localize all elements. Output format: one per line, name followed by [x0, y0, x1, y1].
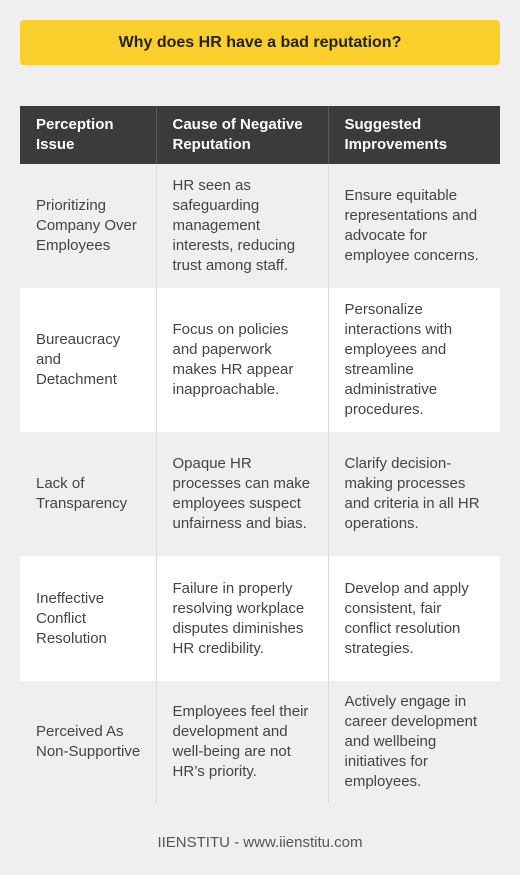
reputation-table	[20, 106, 500, 803]
improvement-cell: Ensure equitable representations and advocate for employee concerns.	[328, 164, 500, 288]
issue-cell: Lack of Transparency	[20, 432, 156, 556]
cause-cell: HR seen as safeguarding management interests, reducing trust among staff.	[156, 164, 328, 288]
issue-cell: Perceived As Non-Supportive	[20, 681, 156, 803]
cause-cell: Focus on policies and paperwork makes HR appear inapproachable.	[156, 288, 328, 432]
footer-credit: IIENSTITU - www.iienstitu.com	[157, 834, 363, 851]
header-improvements: Suggested Improvements	[328, 106, 500, 164]
cause-cell: Failure in properly resolving workplace disputes diminishes HR credibility.	[156, 556, 328, 681]
table-row	[20, 556, 500, 681]
improvement-cell: Clarify decision-making processes and criteria in all HR operations.	[328, 432, 500, 556]
issue-cell: Prioritizing Company Over Employees	[20, 164, 156, 288]
table-row	[20, 681, 500, 803]
improvement-cell: Actively engage in career development and wellbeing initiatives for employees.	[328, 681, 500, 803]
table-row	[20, 288, 500, 432]
table-row	[20, 432, 500, 556]
header-cause: Cause of Negative Reputation	[156, 106, 328, 164]
table-header-row	[20, 106, 500, 164]
page-title: Why does HR have a bad reputation?	[20, 20, 500, 65]
improvement-cell: Personalize interactions with employees and streamline administrative procedures.	[328, 288, 500, 432]
table-row	[20, 164, 500, 288]
issue-cell: Ineffective Conflict Resolution	[20, 556, 156, 681]
cause-cell: Opaque HR processes can make employees suspect unfairness and bias.	[156, 432, 328, 556]
cause-cell: Employees feel their development and well-being are not HR’s priority.	[156, 681, 328, 803]
header-perception-issue: Perception Issue	[20, 106, 156, 164]
issue-cell: Bureaucracy and Detachment	[20, 288, 156, 432]
improvement-cell: Develop and apply consistent, fair conflict resolution strategies.	[328, 556, 500, 681]
